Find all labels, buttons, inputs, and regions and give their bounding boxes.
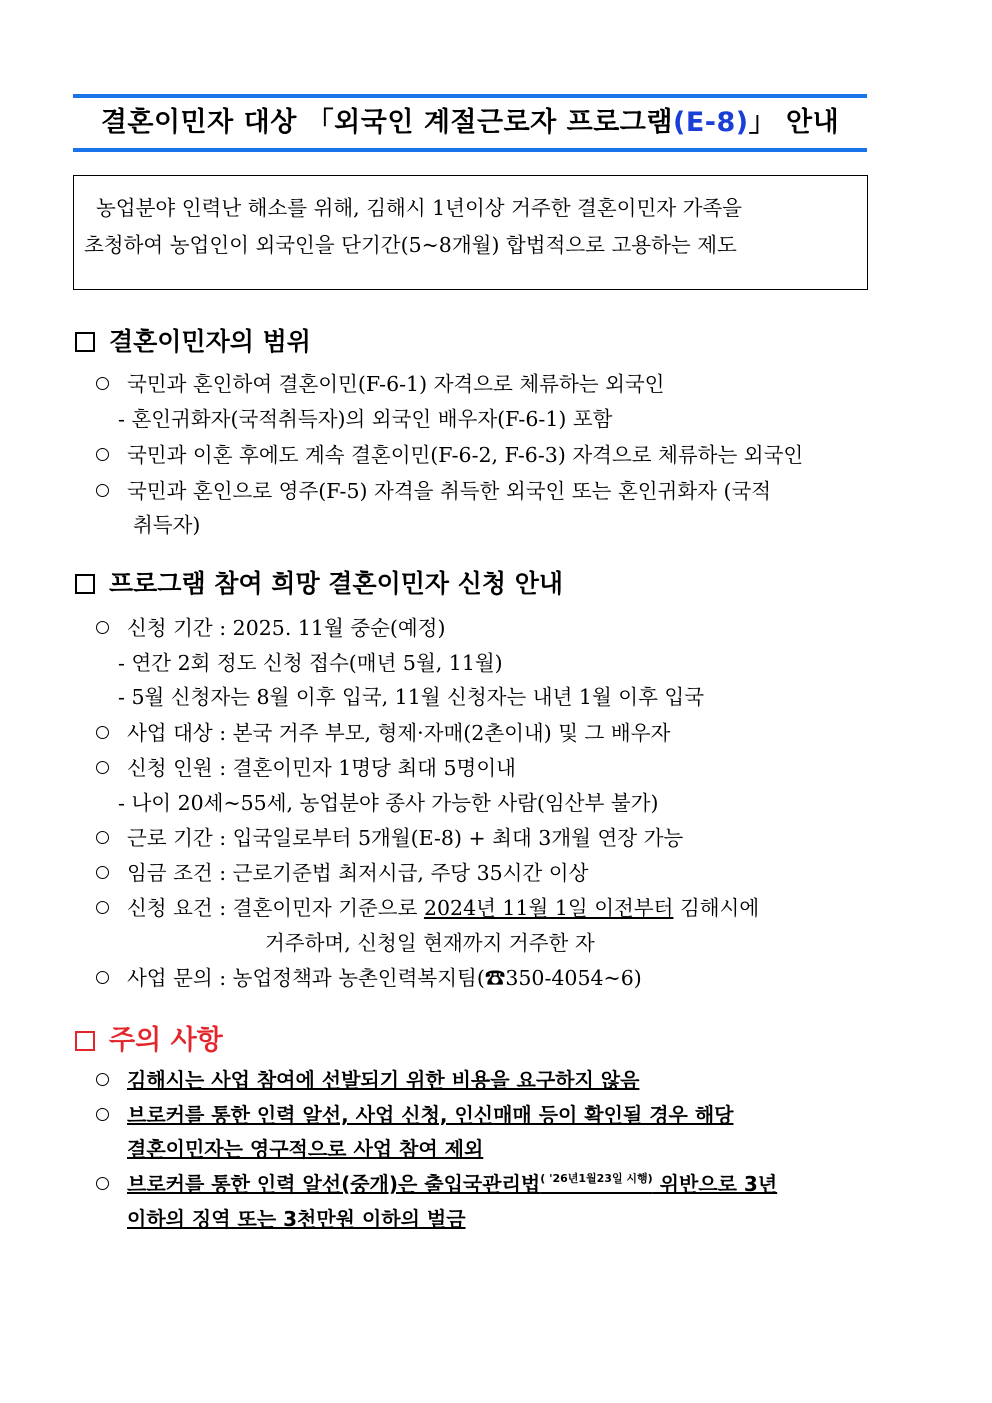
section-heading-application (75, 564, 563, 600)
list-item-text: 국민과 혼인으로 영주(F-5) 자격을 취득한 외국인 또는 혼인귀화자 (국적 (127, 479, 772, 503)
requirement-date-underlined: 2024년 11월 1일 이전부터 (423, 896, 674, 920)
list-item (96, 961, 642, 991)
list-item-continuation (265, 926, 595, 956)
list-item-text: 사업 문의 : 농업정책과 농촌인력복지팀(☎350-4054~6) (127, 966, 642, 990)
circle-bullet-icon (96, 726, 109, 739)
list-item-text: 결혼이민자는 영구적으로 사업 참여 제외 (127, 1137, 484, 1161)
circle-bullet-icon (96, 761, 109, 774)
list-item-text: 신청 기간 : 2025. 11월 중순(예정) (127, 616, 446, 640)
list-sub-item (118, 680, 704, 710)
list-item-text: 김해시에 (673, 896, 760, 920)
list-item-text: - 5월 신청자는 8월 이후 입국, 11월 신청자는 내년 1월 이후 입국 (118, 685, 705, 709)
section-heading-caution (75, 1018, 223, 1057)
title-tail: 」 안내 (748, 107, 840, 138)
list-sub-item (118, 402, 612, 432)
circle-bullet-icon (96, 484, 109, 497)
list-item-text: 위반으로 3년 (652, 1172, 778, 1196)
section2-heading-text: 프로그램 참여 희망 결혼이민자 신청 안내 (109, 569, 564, 598)
list-item (96, 1064, 639, 1093)
list-item-text: 이하의 징역 또는 3천만원 이하의 벌금 (127, 1207, 466, 1231)
section-heading-scope (75, 322, 311, 358)
list-item-continuation (127, 1203, 466, 1232)
circle-bullet-icon (96, 866, 109, 879)
list-item (96, 1168, 777, 1197)
intro-line-1: 농업분야 인력난 해소를 위해, 김해시 1년이상 거주한 결혼이민자 가족을 (96, 196, 742, 220)
list-item (96, 821, 683, 851)
list-item (96, 438, 803, 468)
list-item-text: - 나이 20세~55세, 농업분야 종사 가능한 사람(임산부 불가) (118, 791, 659, 815)
circle-bullet-icon (96, 621, 109, 634)
list-item-text: 신청 요건 : 결혼이민자 기준으로 (127, 896, 424, 920)
circle-bullet-icon (96, 448, 109, 461)
list-item-text: - 혼인귀화자(국적취득자)의 외국인 배우자(F-6-1) 포함 (118, 407, 613, 431)
circle-bullet-icon (96, 1108, 109, 1121)
list-item (96, 474, 771, 504)
section1-heading-text: 결혼이민자의 범위 (109, 327, 311, 356)
list-item (96, 1099, 733, 1128)
checkbox-square-icon (75, 574, 95, 594)
list-sub-item (118, 646, 503, 676)
checkbox-square-icon (75, 332, 95, 352)
list-item-text: 임금 조건 : 근로기준법 최저시급, 주당 35시간 이상 (127, 861, 589, 885)
list-item-text: 신청 인원 : 결혼이민자 1명당 최대 5명이내 (127, 756, 516, 780)
page-title (73, 98, 867, 148)
list-item-text: 브로커를 통한 인력 알선, 사업 신청, 인신매매 등이 확인될 경우 해당 (127, 1103, 734, 1127)
intro-box (73, 175, 868, 290)
law-effective-date-note: ( '26년1월23일 시행) (540, 1172, 653, 1185)
title-banner (73, 94, 867, 152)
list-item-text: 브로커를 통한 인력 알선(중개)은 출입국관리법 (127, 1172, 541, 1196)
circle-bullet-icon (96, 971, 109, 984)
title-main: 결혼이민자 대상 「외국인 계절근로자 프로그램 (100, 107, 673, 138)
checkbox-square-icon (75, 1031, 95, 1051)
list-item-text: 국민과 이혼 후에도 계속 결혼이민(F-6-2, F-6-3) 자격으로 체류하는 외국인 (127, 443, 804, 467)
circle-bullet-icon (96, 1073, 109, 1086)
list-item (96, 891, 759, 921)
list-item-text: 김해시는 사업 참여에 선발되기 위한 비용을 요구하지 않음 (127, 1068, 640, 1092)
list-item (96, 751, 516, 781)
list-item-text: 사업 대상 : 본국 거주 부모, 형제·자매(2촌이내) 및 그 배우자 (127, 721, 671, 745)
list-item-text: 근로 기간 : 입국일로부터 5개월(E-8) + 최대 3개월 연장 가능 (127, 826, 684, 850)
list-item (96, 856, 588, 886)
list-item-continuation (133, 508, 200, 538)
list-item-text: 국민과 혼인하여 결혼이민(F-6-1) 자격으로 체류하는 외국인 (127, 372, 665, 396)
circle-bullet-icon (96, 1177, 109, 1190)
list-item-text: 취득자) (133, 513, 201, 537)
list-item (96, 367, 664, 397)
circle-bullet-icon (96, 831, 109, 844)
list-item-continuation (127, 1133, 483, 1162)
list-item-text: 거주하며, 신청일 현재까지 거주한 자 (265, 931, 595, 955)
list-item (96, 716, 670, 746)
list-item (96, 611, 445, 641)
section3-heading-text: 주의 사항 (109, 1025, 223, 1056)
circle-bullet-icon (96, 901, 109, 914)
circle-bullet-icon (96, 377, 109, 390)
list-item-text: - 연간 2회 정도 신청 접수(매년 5월, 11월) (118, 651, 503, 675)
title-code: (E-8) (672, 107, 749, 138)
intro-line-2: 초청하여 농업인이 외국인을 단기간(5~8개월) 합법적으로 고용하는 제도 (84, 233, 737, 257)
list-sub-item (118, 786, 658, 816)
